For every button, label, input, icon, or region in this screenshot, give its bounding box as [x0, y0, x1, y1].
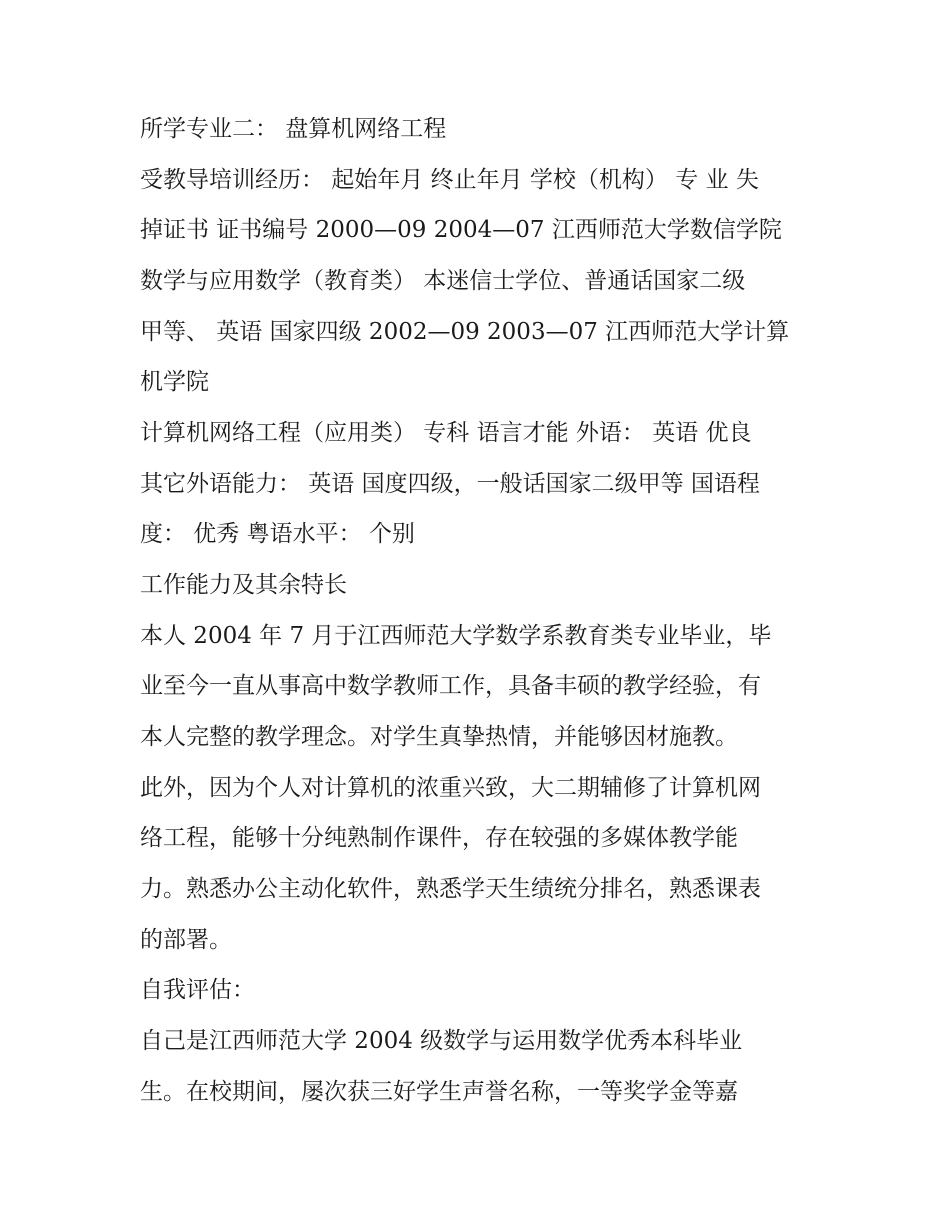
text-line-education-4: 机学院 [140, 369, 209, 395]
text-line-education-2: 数学与应用数学（教育类） 本迷信士学位、普通话国家二级 [140, 268, 746, 294]
text-line-self-evaluation-1: 自己是江西师范大学 2004 级数学与运用数学优秀本科毕业 [140, 1028, 743, 1054]
text-line-abilities-1: 本人 2004 年 7 月于江西师范大学数学系教育类专业毕业，毕 [140, 623, 772, 649]
section-heading-self-evaluation: 自我评估： [140, 977, 255, 1003]
section-heading-abilities: 工作能力及其余特长 [140, 572, 347, 598]
text-line-abilities-5: 络工程，能够十分纯熟制作课件，存在较强的多媒体教学能 [140, 825, 738, 851]
text-line-self-evaluation-2: 生。在校期间，屡次获三好学生声誉名称，一等奖学金等嘉 [140, 1079, 738, 1105]
text-line-abilities-3: 本人完整的教学理念。对学生真挚热情，并能够因材施教。 [140, 724, 738, 750]
text-line-major: 所学专业二： 盘算机网络工程 [140, 116, 447, 142]
text-line-abilities-4: 此外，因为个人对计算机的浓重兴致，大二期辅修了计算机网 [140, 775, 761, 801]
text-line-language-2: 其它外语能力： 英语 国度四级，一般话国家二级甲等 国语程 [140, 471, 760, 497]
text-line-abilities-6: 力。熟悉办公主动化软件，熟悉学天生绩统分排名，熟悉课表 [140, 876, 761, 902]
text-line-education-header: 受教导培训经历： 起始年月 终止年月 学校（机构） 专 业 失 [140, 167, 759, 193]
text-line-language-1: 计算机网络工程（应用类） 专科 语言才能 外语： 英语 优良 [140, 420, 752, 446]
text-line-education-3: 甲等、 英语 国家四级 2002—09 2003—07 江西师范大学计算 [140, 319, 790, 345]
text-line-language-3: 度： 优秀 粤语水平： 个别 [140, 521, 415, 547]
text-line-education-1: 掉证书 证书编号 2000—09 2004—07 江西师范大学数信学院 [140, 217, 782, 243]
text-line-abilities-2: 业至今一直从事高中数学教师工作，具备丰硕的教学经验，有 [140, 673, 761, 699]
text-line-abilities-7: 的部署。 [140, 927, 232, 953]
